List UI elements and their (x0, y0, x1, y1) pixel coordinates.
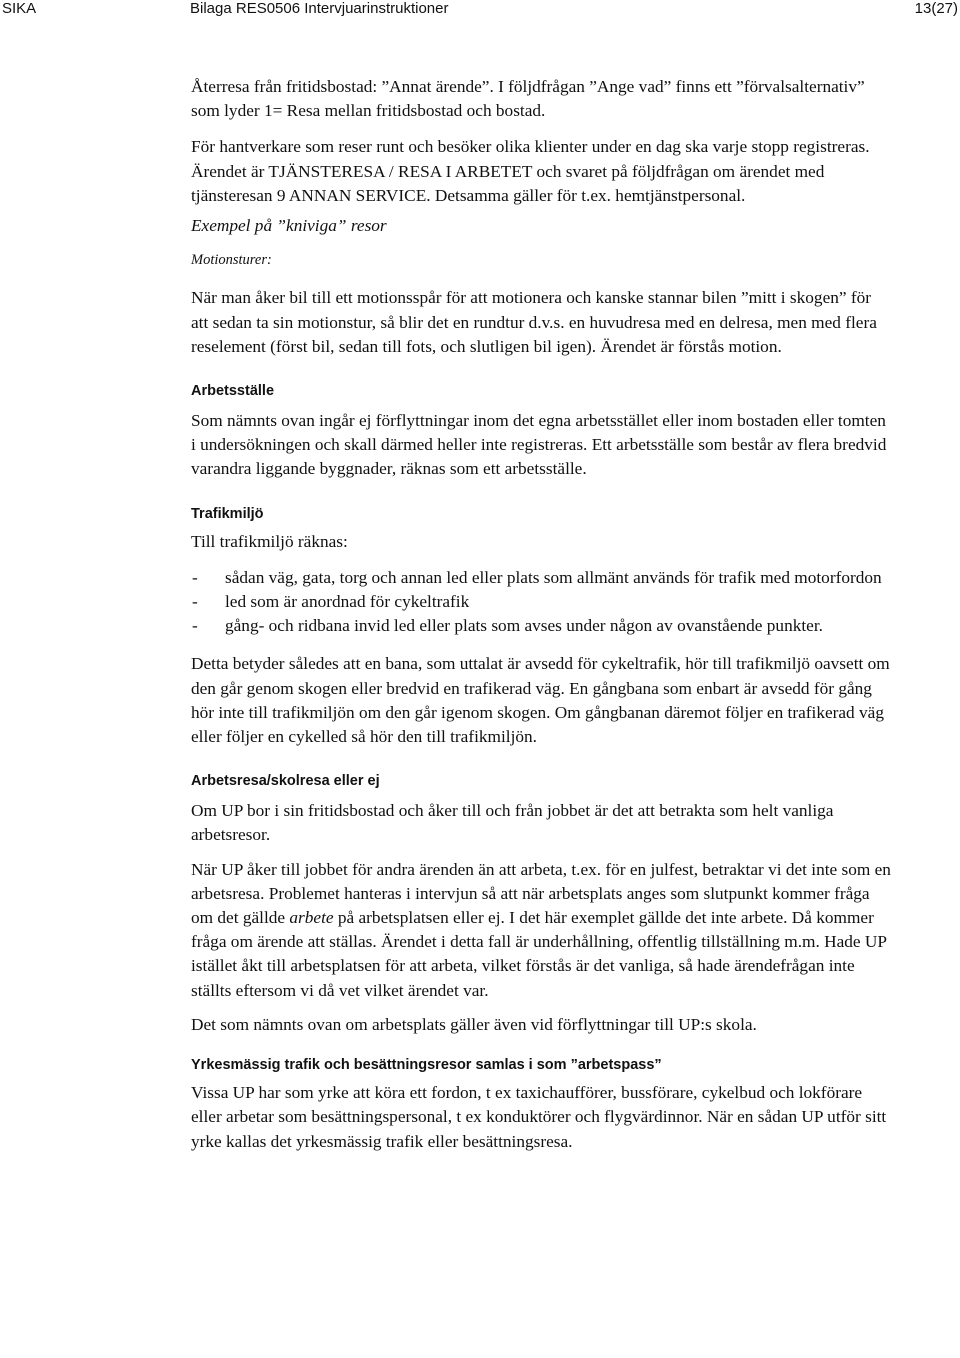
section-heading-kniviga: Exempel på ”kniviga” resor (191, 216, 387, 236)
list-item: - led som är anordnad för cykeltrafik (192, 592, 470, 612)
arbetsresa-paragraph-2: När UP åker till jobbet för andra ärenden än att arbeta, t.ex. för en julfest, betraktar vi det inte som en arbetsresa. Problemet hanteras i intervjun så att när arbetsplats anges som slutpunkt kommer fråga om det gällde arbete på arbetsplatsen eller ej. I det här exemplet gällde det inte arbete. Då kommer fråga om ärende att ställas. Ärendet i detta fall är underhållning, offentlig tillställning m.m. Hade UP istället åkt till arbetsplatsen för att arbeta, vilket förstås är det vanliga, så hade ärendefrågan inte ställts eftersom vi då vet vilket ärendet var. (191, 859, 891, 1000)
trafikmiljo-paragraph: Detta betyder således att en bana, som uttalat är avsedd för cykeltrafik, hör till trafikmiljö oavsett om den går genom skogen eller bredvid en trafikerad väg. En gångbana som enbart är avsedd för gång hör inte till trafikmiljön om den går igenom skogen. Om gångbanan däremot följer en trafikerad väg eller följer en cykelled så hör den till trafikmiljön. (191, 654, 890, 747)
intro-paragraph-2: För hantverkare som reser runt och besöker olika klienter under en dag ska varje stopp registreras. Ärendet är TJÄNSTERESA / RESA I ARBETET och svaret på följdfrågan om ärendet med tjänsteresan 9 ANNAN SERVICE. Detsamma gäller för t.ex. hemtjänstpersonal. (191, 137, 870, 205)
page-header (0, 0, 960, 18)
list-item: - sådan väg, gata, torg och annan led eller plats som allmänt används för trafik med motorfordon (192, 567, 882, 587)
yrkesmassig-paragraph: Vissa UP har som yrke att köra ett fordon, t ex taxichaufförer, bussförare, cykelbud och lokförare eller arbetar som besättningspersonal, t ex konduktörer och flygvärdinnor. När en sådan UP utför sitt yrke kallas det yrkesmässig trafik eller besättningsresa. (191, 1083, 887, 1151)
arbetsstalle-paragraph: Som nämnts ovan ingår ej förflyttningar inom det egna arbetsstället eller inom bostaden eller tomten i undersökningen och skall därmed heller inte registreras. Ett arbetsställe som består av flera bredvid varandra liggande byggnader, räknas som ett arbetsställe. (191, 411, 887, 479)
trafikmiljo-intro: Till trafikmiljö räknas: (191, 531, 348, 551)
section-heading-arbetsresa: Arbetsresa/skolresa eller ej (191, 773, 380, 790)
document-body (191, 75, 891, 1154)
trafikmiljo-list (191, 566, 891, 639)
kniviga-paragraph: När man åker bil till ett motionsspår för att motionera och kanske stannar bilen ”mitt i skogen” för att sedan ta sin motionstur, så blir det en rundtur d.v.s. en huvudresa med en delresa, men med flera reselement (först bil, sedan till fots, och slutligen bil igen). Ärendet är förstås motion. (191, 288, 877, 356)
intro-paragraph-1: Återresa från fritidsbostad: ”Annat ärende”. I följdfrågan ”Ange vad” finns ett ”förvalsalternativ” som lyder 1= Resa mellan fritidsbostad och bostad. (191, 77, 865, 121)
arbetsresa-paragraph-1: Om UP bor i sin fritidsbostad och åker till och från jobbet är det att betrakta som helt vanliga arbetsresor. (191, 801, 834, 845)
subheading-motionsturer: Motionsturer: (191, 252, 272, 269)
section-heading-yrkesmassig: Yrkesmässig trafik och besättningsresor samlas i som ”arbetspass” (191, 1057, 662, 1074)
header-org: SIKA (2, 0, 37, 17)
arbetsresa-paragraph-3: Det som nämnts ovan om arbetsplats gäller även vid förflyttningar till UP:s skola. (191, 1014, 757, 1034)
section-heading-trafikmiljo: Trafikmiljö (191, 505, 264, 522)
emphasis-arbete: arbete (289, 908, 334, 928)
header-title: Bilaga RES0506 Intervjuarinstruktioner (190, 0, 449, 17)
section-heading-arbetsstalle: Arbetsställe (191, 383, 275, 400)
header-page-number: 13(27) (914, 0, 958, 17)
list-item: - gång- och ridbana invid led eller plats som avses under någon av ovanstående punkter. (192, 616, 823, 636)
